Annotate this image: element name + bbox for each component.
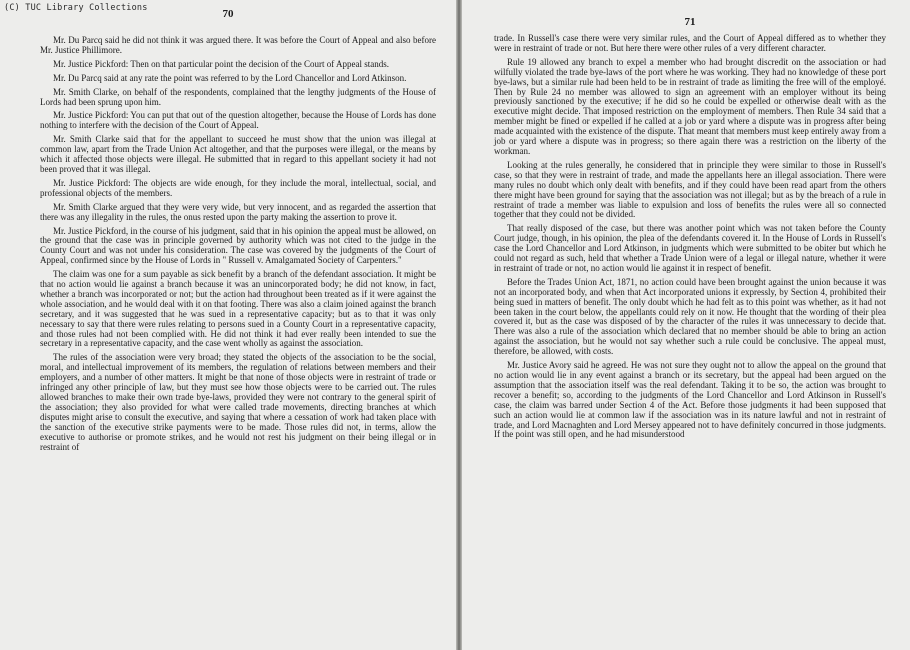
paragraph: The claim was one for a sum payable as sick benefit by a branch of the defendant association. It might be that no action would lie against a branch because it was an unincorporated body; he did not know, in fact, whether a branch was incorporated or not; but the action had throughout been treated as if it were against the whole association, and he would deal with it on that footing. There was also a claim joined against the branch secretary, and it was suggested that he was sued in a representative capacity; but as to that it was only necessary to say that there were rules relating to persons sued in a County Court in a representative capacity, and those rules had not been complied with. He did not think it had ever really been intended to sue the secretary in a representative capacity, and the case went wholly as against the association.: [40, 269, 436, 349]
paragraph: Before the Trades Union Act, 1871, no action could have been brought against the union because it was not an incorporated body, and when that Act incorporated unions it expressly, by Section 4, prohibited their being sued in matters of benefit. The only doubt which he had felt as to this point was whether, as it had not been taken in the court below, the appellants could rely on it now. He thought that the wording of their plea covered it, but as the case was disposed of by the character of the rules it was unnecessary to decide that. There was also a rule of the association which declared that no member should be able to bring an action against the association, but he would not say whether such a rule could be conclusive. The appeal must, therefore, be allowed, with costs.: [494, 276, 886, 357]
paragraph: Mr. Justice Pickford, in the course of his judgment, said that in his opinion the appeal must be allowed, on the ground that the case was in principle governed by authority which was not cited to the judge in the County Court and was not under his consideration. The case was covered by the judgments of the Court of Appeal, confirmed since by the House of Lords in " Russell v. Amalgamated Society of Carpenters.": [40, 225, 436, 266]
right-page: [462, 0, 910, 650]
paragraph: Mr. Justice Pickford: You can put that out of the question altogether, because the House of Lords has done nothing to interfere with the decision of the Court of Appeal.: [40, 110, 436, 131]
paragraph: Mr. Du Parcq said he did not think it was argued there. It was before the Court of Appeal and also before Mr. Justice Phillimore.: [40, 35, 436, 55]
paragraph: The rules of the association were very broad; they stated the objects of the association to be the social, moral, and intellectual improvement of its members, the regulation of relations between members and their employers, and a number of other matters. It might be that none of those objects were in restraint of trade or infringed any other principle of law, but they must see how those objects were to be carried out. The rules allowed branches to make their own trade bye-laws, provided they were not contrary to the general spirit of the association; they also provided for what were called trade movements, directing branches at which disputes might arise to consult the executive, and saying that where a cessation of work had taken place with the sanction of the executive strike payments were to be made. Those rules did not, in terms, allow the executive to authorise or promote strikes, and he would not rest his judgment on their being illegal or in restraint of: [40, 352, 436, 452]
paragraph: Mr. Du Parcq said at any rate the point was referred to by the Lord Chancellor and Lord Atkinson.: [53, 72, 407, 83]
paragraph: Mr. Justice Avory said he agreed. He was not sure they ought not to allow the appeal on the ground that no action would lie in any event against a branch or its secretary, but the appeal had been argued on the assumption that the association itself was the real defendant. Taking it to be so, the action was brought to recover a benefit; so, according to the judgments of the Lord Chancellor and Lord Atkinson in Russell's case, the claim was barred under Section 4 of the Act. Before those judgments it had been supposed that such an action would lie at common law if the association was in its nature lawful and not in restraint of trade, and Lord Macnaghten and Lord Mersey appeared not to have definitely concurred in those judgments. If the point was still open, and he had misunderstood: [494, 360, 886, 440]
paragraph: Mr. Smith Clarke, on behalf of the respondents, complained that the lengthy judgments of the House of Lords had been sprung upon him.: [40, 86, 436, 107]
left-page-number: 70: [222, 8, 234, 20]
right-page-body: [494, 34, 886, 440]
collection-watermark: (C) TUC Library Collections: [4, 3, 148, 13]
paragraph: Mr. Justice Pickford: The objects are wide enough, for they include the moral, intellectual, social, and professional objects of the members.: [40, 177, 436, 198]
paragraph: Mr. Smith Clarke argued that they were very wide, but very innocent, and as regarded the assertion that there was any illegality in the rules, the onus rested upon the party making the assertion to prove it.: [40, 201, 436, 222]
paragraph: Mr. Justice Pickford: Then on that particular point the decision of the Court of Appeal stands.: [53, 58, 390, 69]
paragraph: Looking at the rules generally, he considered that in principle they were similar to those in Russell's case, so that they were in restraint of trade, and made the appellants here an illegal association. There were many rules no doubt which only dealt with benefits, and if they could have been read apart from the others there might have been ground for saying that the association was not illegal; but as by the breach of a rule in restraint of trade a member was liable to expulsion and loss of benefits the rules were all so connected together that they could not be divided.: [494, 159, 886, 220]
paragraph: Rule 19 allowed any branch to expel a member who had brought discredit on the association or had wilfully violated the trade bye-laws of the port where he was working. They had no knowledge of these port bye-laws, but a similar rule had been held to be in restraint of trade as limiting the free will of the employé. Then by Rule 24 no member was allowed to sign an agreement with an employer without its being previously sanctioned by the executive; if he did so he could be expelled or otherwise dealt with as the executive might decide. That imposed restriction on the employment of members. Then Rule 34 said that a member might be fined or expelled if he called at a job or yard where a dispute was in progress after being made acquainted with the existence of the dispute. That meant that members must keep entirely away from a job or yard where a dispute was in progress; so there again there was a restriction on the liberty of the workman.: [494, 56, 886, 156]
right-page-number: 71: [684, 16, 696, 28]
left-page-body: [40, 36, 436, 452]
paragraph: That really disposed of the case, but there was another point which was not taken before the County Court judge, though, in his opinion, the plea of the defendants covered it. In the House of Lords in Russell's case the Lord Chancellor and Lord Atkinson, in judgments which were submitted to be obiter but which he could not regard as such, held that whether a Trade Union were of a legal or illegal nature, whether it were in restraint of trade or not, no action would lie against it in respect of benefit.: [494, 223, 886, 273]
paragraph: trade. In Russell's case there were very similar rules, and the Court of Appeal differed as to whether they were in restraint of trade or not. But here there were other rules of a very different character.: [494, 33, 886, 53]
paragraph: Mr. Smith Clarke said that for the appellant to succeed he must show that the union was illegal at common law, apart from the Trade Union Act altogether, and that the purposes were illegal, or the means by which it affected those objects were illegal. He submitted that in regard to this appellant society it had not been proved that it was illegal.: [40, 134, 436, 174]
